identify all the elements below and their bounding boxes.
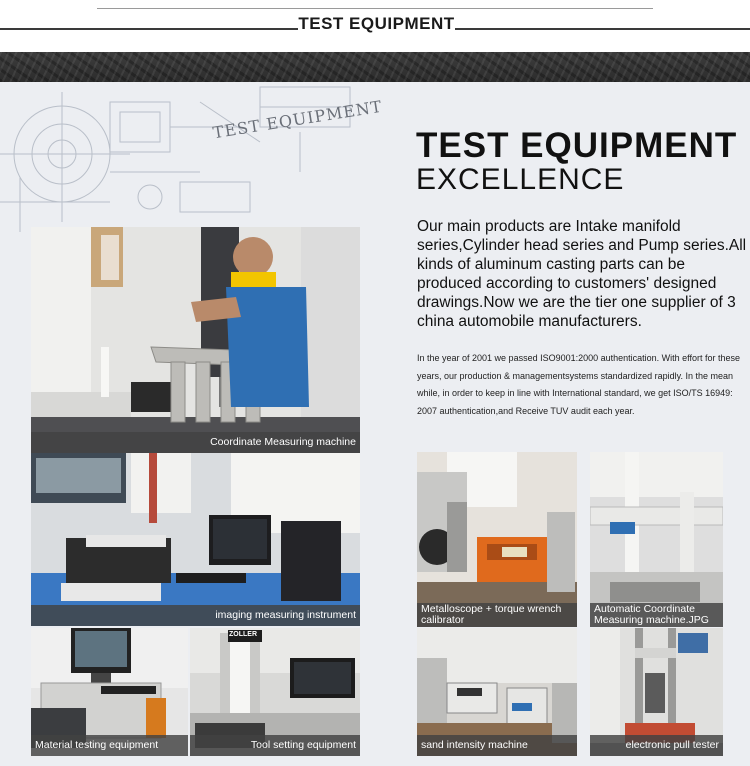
metalloscope-image (417, 452, 577, 627)
caption-auto-cmm: Automatic Coordinate Measuring machine.JPG (590, 603, 723, 627)
photo-auto-cmm (590, 452, 723, 627)
imaging-image (31, 453, 360, 626)
intro-detail-paragraph: In the year of 2001 we passed ISO9001:2000 authentication. With effort for these years, our production & managementsystems standardized rapidly. In the mean while, in order to keep in line with International standard, we get ISO/TS 16949: 2007 authentication,and Receive TUV audit each year. (417, 353, 741, 416)
caption-metalloscope: Metalloscope + torque wrench calibrator (417, 603, 577, 627)
section-title: TEST EQUIPMENT (298, 14, 455, 33)
intro-lead-paragraph: Our main products are Intake manifold series,Cylinder head series and Pump series.All kinds of aluminum casting parts can be produced according to customers' designed drawings.Now we are the tier one supplier of 3 china automobile manufacturers. (417, 218, 747, 330)
caption-cmm: Coordinate Measuring machine (31, 432, 360, 453)
photo-material (31, 628, 188, 756)
stone-texture-band (0, 52, 750, 82)
caption-sand: sand intensity machine (417, 735, 577, 756)
intro-heading: TEST EQUIPMENT (416, 126, 738, 165)
header-rule-right (455, 28, 750, 30)
photo-tool (190, 628, 360, 756)
zoller-logo: ZOLLER (229, 631, 257, 638)
header-rule-top (97, 8, 653, 9)
cmm-image (31, 227, 360, 453)
caption-pull: electronic pull tester (590, 735, 723, 756)
photo-sand (417, 628, 577, 756)
header-rule-left (0, 28, 298, 30)
intro-subheading: EXCELLENCE (416, 163, 625, 196)
caption-tool: Tool setting equipment (190, 735, 360, 756)
photo-metalloscope (417, 452, 577, 627)
section-header (0, 0, 750, 52)
caption-imaging: imaging measuring instrument (31, 605, 360, 626)
photo-cmm (31, 227, 360, 453)
photo-imaging (31, 453, 360, 626)
auto-cmm-image (590, 452, 723, 627)
photo-pull (590, 628, 723, 756)
caption-material: Material testing equipment (31, 735, 188, 756)
sketch-label: TEST EQUIPMENT (211, 96, 384, 143)
